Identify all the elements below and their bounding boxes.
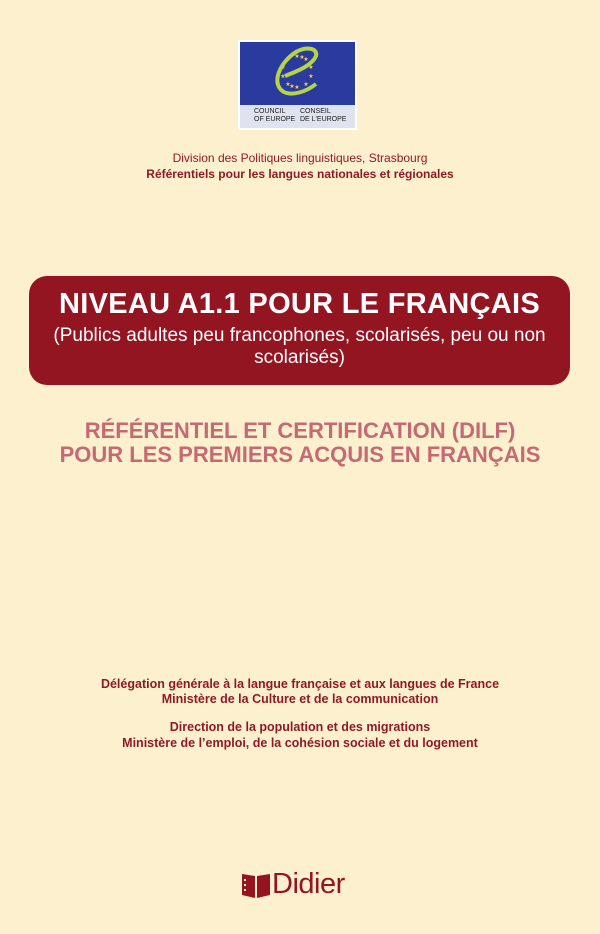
division-text: Division des Politiques linguistiques, Strasbourg [172, 151, 428, 165]
council-of-europe-logo [238, 40, 357, 130]
svg-text:★: ★ [299, 55, 305, 61]
publisher-logo [241, 868, 345, 901]
institution-line-1: Délégation générale à la langue française et aux langues de France [100, 677, 500, 691]
title-band [29, 276, 570, 385]
svg-text:★: ★ [308, 65, 314, 71]
svg-text:★: ★ [303, 82, 309, 88]
institution-line-2: Ministère de la Culture et de la communication [161, 692, 439, 706]
publisher-name: Didier [272, 868, 345, 900]
logo-text-fr: CONSEIL DE L'EUROPE [300, 108, 347, 123]
svg-text:★: ★ [280, 65, 286, 71]
logo-emblem [240, 42, 355, 105]
svg-text:★: ★ [303, 57, 309, 63]
svg-text:★: ★ [280, 74, 286, 80]
referentiels-text: Référentiels pour les langues nationales et régionales [146, 167, 454, 181]
svg-text:★: ★ [308, 74, 314, 80]
book-subtitle: (Publics adultes peu francophones, scolarisés, peu ou non scolarisés) [53, 325, 546, 368]
subtitle-line-2: POUR LES PREMIERS ACQUIS EN FRANÇAIS [59, 442, 541, 467]
svg-text:★: ★ [289, 84, 295, 90]
svg-text:★: ★ [285, 57, 291, 63]
svg-text:★: ★ [294, 54, 300, 60]
book-title: NIVEAU A1.1 POUR LE FRANÇAIS [58, 288, 541, 320]
book-icon [241, 870, 271, 900]
institution-line-3: Direction de la population et des migrations [169, 720, 431, 734]
svg-text:★: ★ [285, 82, 291, 88]
logo-text-en: COUNCIL OF EUROPE [254, 108, 296, 123]
subtitle-line-1: RÉFÉRENTIEL ET CERTIFICATION (DILF) [84, 418, 516, 443]
svg-text:★: ★ [294, 85, 300, 91]
institution-line-4: Ministère de l’emploi, de la cohésion sociale et du logement [122, 736, 478, 750]
